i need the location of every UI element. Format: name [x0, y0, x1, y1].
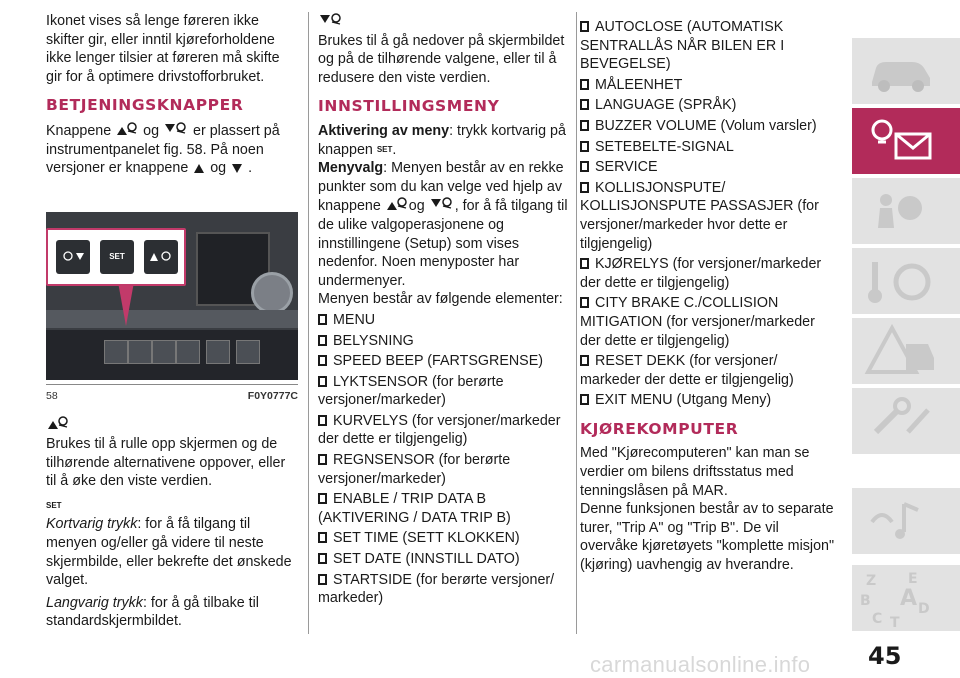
bullet-icon — [318, 454, 327, 465]
callout-pointer — [118, 282, 134, 326]
bullet-icon — [580, 21, 589, 32]
bullet-icon — [580, 258, 589, 269]
tab-starting[interactable] — [852, 248, 960, 314]
media-icon — [852, 488, 960, 554]
bullet-icon — [318, 314, 327, 325]
heading-betjeningsknapper: BETJENINGSKNAPPER — [46, 96, 244, 115]
heading-innstillingsmeny: INNSTILLINGSMENY — [318, 97, 500, 116]
bullet-icon — [580, 297, 589, 308]
list-item: ENABLE / TRIP DATA B (AKTIVERING / DATA TRIP B) — [318, 491, 511, 526]
up-light-icon — [116, 121, 138, 137]
callout-box — [46, 228, 186, 286]
svg-text:C: C — [872, 611, 883, 627]
bullet-icon — [580, 355, 589, 366]
panel-button — [206, 340, 230, 364]
list-item: BUZZER VOLUME (Volum varsler) — [580, 117, 836, 136]
bullet-icon — [580, 79, 589, 90]
tab-car[interactable] — [852, 38, 960, 104]
tab-index[interactable] — [852, 565, 960, 631]
control-knob — [251, 272, 293, 314]
up-button-description: Brukes til å rulle opp skjermen og de tilhørende alternativene oppover, eller til å øke den viste verdien. — [46, 435, 286, 490]
short-press-description: : for å få tilgang til menyen og/eller gå videre til neste skjermbilde, eller bekrefte det ønskede valget. — [46, 516, 292, 589]
long-press-description: : for å gå tilbake til standardskjermbildet. — [46, 594, 259, 630]
bullet-icon — [318, 355, 327, 366]
down-light-button — [56, 240, 90, 274]
heading-kjorekomputer: KJØREKOMPUTER — [580, 419, 739, 438]
list-item: SERVICE — [580, 158, 836, 177]
column-divider — [308, 12, 309, 634]
page-number: 45 — [868, 642, 902, 670]
list-item: REGNSENSOR (for berørte versjoner/markeder) — [318, 452, 511, 487]
down-light-icon — [319, 12, 343, 28]
tab-multimedia[interactable] — [852, 488, 960, 554]
menu-paragraph: Menyvalg: Menyen består av en rekke punkter som du kan velge ved hjelp av knappene og , for å få tilgang til de ulike valgoperasjonene og innstillingene (Setup) som vises nedenfor. Noen menyposter har undermenyer. — [318, 160, 568, 289]
list-item: BELYSNING — [318, 332, 572, 351]
bullet-icon — [318, 574, 327, 585]
panel-button — [128, 340, 152, 364]
column-2 — [318, 12, 572, 608]
trip-computer-paragraph-1: Med "Kjørecomputeren" kan man se verdier om bilens driftsstatus med tenningslåsen på MAR. — [580, 445, 810, 499]
down-light-icon — [430, 196, 454, 212]
index-icon — [852, 565, 960, 631]
bullet-icon — [318, 553, 327, 564]
list-item: LYKTSENSOR (for berørte versjoner/markeder) — [318, 373, 504, 409]
list-item: KOLLISJONSPUTE/ KOLLISJONSPUTE PASSASJER (for versjoner/markeder hvor dette er tilgjengelig) — [580, 179, 819, 252]
svg-text:T: T — [890, 615, 900, 631]
up-light-icon — [386, 196, 408, 212]
bullet-icon — [580, 99, 589, 110]
down-arrow-icon — [231, 162, 243, 174]
figure-caption — [46, 384, 298, 406]
svg-text:A: A — [900, 586, 918, 611]
short-press-label: Kortvarig trykk — [46, 516, 138, 533]
bullet-icon — [580, 161, 589, 172]
breakdown-icon — [852, 318, 960, 384]
column-3 — [580, 12, 836, 575]
figure-number: 58 — [46, 389, 58, 402]
menu-items-list-1 — [318, 311, 572, 608]
tab-instruments[interactable] — [852, 108, 960, 174]
list-item: SPEED BEEP (FARTSGRENSE) — [318, 352, 572, 371]
activation-paragraph: Aktivering av meny: trykk kortvarig på knappen SET. — [318, 122, 566, 158]
set-icon: SET — [46, 500, 62, 510]
column-1 — [46, 12, 298, 631]
svg-text:B: B — [860, 593, 871, 609]
intro-paragraph: Ikonet vises så lenge føreren ikke skifter gir, eller inntil kjøreforholdene ikke lenger tilsier at føreren må skifte gir for å optimere drivstofforbruket. — [46, 13, 280, 85]
activation-label: Aktivering av meny — [318, 122, 450, 139]
buttons-paragraph: Knappene og er plassert på instrumentpanelet fig. 58. På noen versjoner er knappene og . — [46, 122, 280, 177]
long-press-label: Langvarig trykk — [46, 594, 143, 611]
bullet-icon — [318, 532, 327, 543]
tab-maintenance[interactable] — [852, 388, 960, 454]
list-item: SETEBELTE-SIGNAL — [580, 138, 836, 157]
label-strip — [46, 310, 298, 328]
down-button-description: Brukes til å gå nedover på skjermbildet og på de tilhørende valgene, eller til å redusere den viste verdien. — [318, 32, 565, 86]
menu-label: Menyvalg — [318, 160, 384, 177]
car-icon — [852, 38, 960, 104]
long-press-block — [46, 594, 298, 631]
list-item: RESET DEKK (for versjoner/ markeder der dette er tilgjengelig) — [580, 353, 794, 388]
watermark: carmanualsonline.info — [590, 652, 811, 677]
bullet-icon — [580, 182, 589, 193]
list-item: STARTSIDE (for berørte versjoner/ markeder) — [318, 571, 555, 607]
up-light-icon — [47, 415, 69, 431]
down-button-block — [318, 12, 572, 87]
panel-button — [152, 340, 176, 364]
panel-button — [176, 340, 200, 364]
list-item: CITY BRAKE C./COLLISION MITIGATION (for versjoner/markeder der dette er tilgjengelig) — [580, 295, 815, 349]
warning-light-mail-icon — [852, 108, 960, 174]
elements-intro: Menyen består av følgende elementer: — [318, 291, 563, 308]
bullet-icon — [580, 141, 589, 152]
menu-items-list-2 — [580, 18, 836, 410]
tab-emergency[interactable] — [852, 318, 960, 384]
panel-button — [104, 340, 128, 364]
set-icon: SET — [376, 144, 393, 154]
svg-text:Z: Z — [866, 573, 877, 589]
list-item: KURVELYS (for versjoner/markeder der dette er tilgjengelig) — [318, 412, 561, 448]
list-item: AUTOCLOSE (AUTOMATISK SENTRALLÅS NÅR BILEN ER I BEVEGELSE) — [580, 19, 785, 73]
list-item: MENU — [318, 311, 572, 330]
trip-computer-paragraph-2: Denne funksjonen består av to separate turer, "Trip A" og "Trip B". De vil overvåke kjøretøyets "komplette misjon" (kjøring) uavhengig av hverandre. — [580, 501, 835, 574]
panel-button — [236, 340, 260, 364]
set-button-block — [46, 497, 298, 590]
bullet-icon — [580, 394, 589, 405]
bullet-icon — [580, 120, 589, 131]
list-item: EXIT MENU (Utgang Meny) — [580, 391, 836, 410]
bullet-icon — [318, 415, 327, 426]
up-light-button — [144, 240, 178, 274]
key-steering-icon — [852, 248, 960, 314]
list-item: SET TIME (SETT KLOKKEN) — [318, 529, 572, 548]
airbag-icon — [852, 178, 960, 244]
bullet-icon — [318, 335, 327, 346]
list-item: LANGUAGE (SPRÅK) — [580, 96, 836, 115]
set-button: SET — [100, 240, 134, 274]
list-item: MÅLEENHET — [580, 76, 836, 95]
list-item: KJØRELYS (for versjoner/markeder der dette er tilgjengelig) — [580, 256, 822, 291]
tab-safety[interactable] — [852, 178, 960, 244]
up-arrow-icon — [193, 162, 205, 174]
service-tools-icon — [852, 388, 960, 454]
figure-code: F0Y0777C — [247, 389, 298, 402]
up-button-block — [46, 415, 298, 490]
instrument-panel-figure — [46, 212, 298, 380]
column-divider — [576, 12, 577, 634]
bullet-icon — [318, 376, 327, 387]
bullet-icon — [318, 493, 327, 504]
svg-text:E: E — [908, 571, 918, 587]
down-light-icon — [164, 121, 188, 137]
list-item: SET DATE (INNSTILL DATO) — [318, 550, 572, 569]
svg-text:D: D — [918, 601, 930, 617]
